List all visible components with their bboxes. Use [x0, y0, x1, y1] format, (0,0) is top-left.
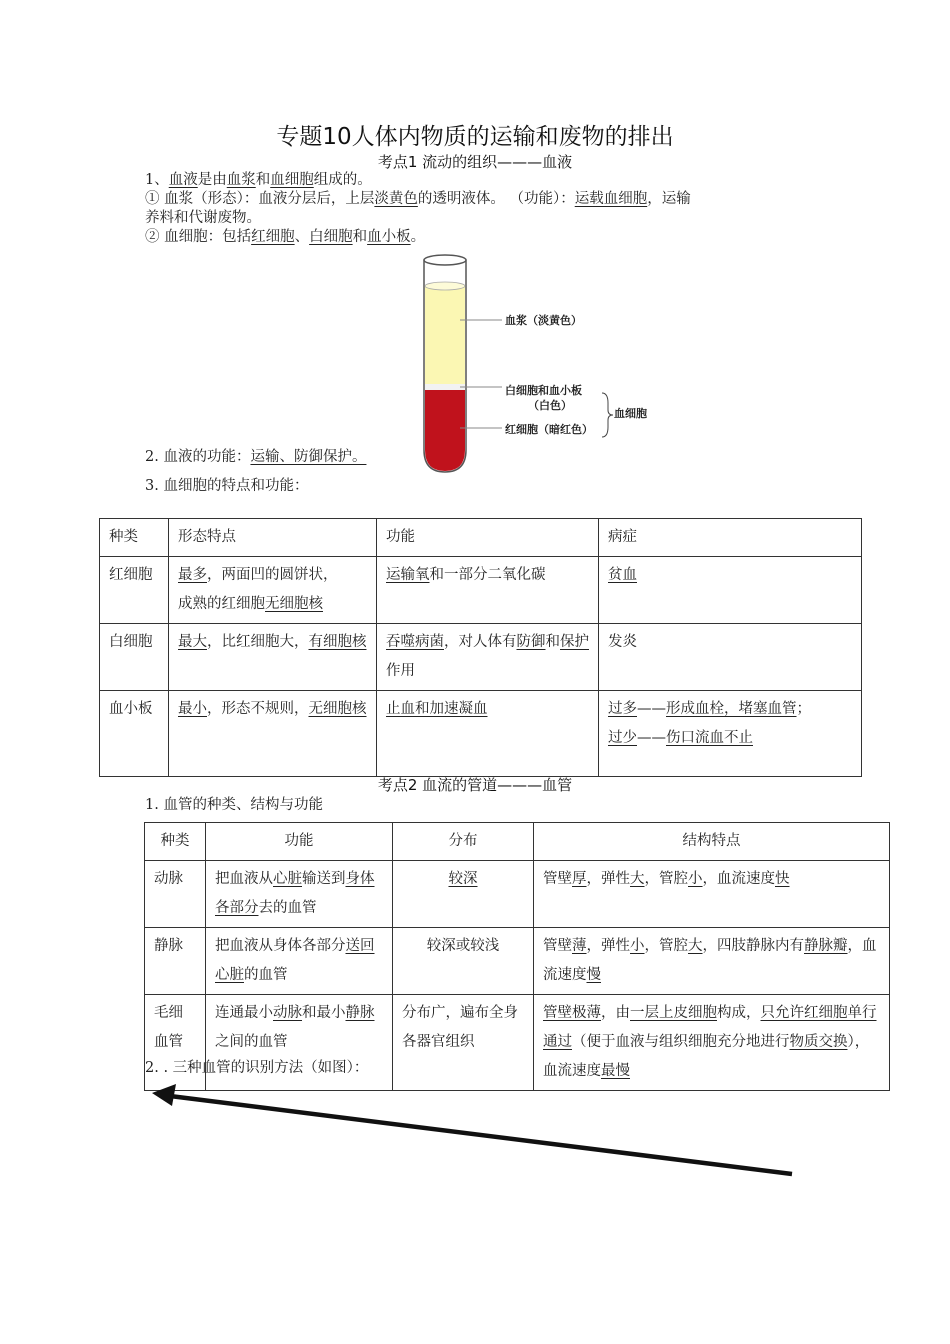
label-blood-cells: 血细胞 [614, 407, 647, 420]
table-row [100, 624, 862, 691]
table-header-row [145, 823, 890, 861]
identify-title: 2. . 三种血管的识别方法（如图）： [145, 1060, 369, 1076]
cell-morphology: 最大，比红细胞大，有细胞核 [169, 624, 377, 691]
header-type: 种类 [145, 823, 206, 861]
table-row [100, 557, 862, 624]
plasma-line: ① 血浆（形态）：血液分层后，上层淡黄色的透明液体。 （功能）：运载血细胞，运输 [145, 191, 691, 207]
table-header-row [100, 519, 862, 557]
vessel-distribution: 较深 [393, 861, 534, 928]
blood-function: 2. 血液的功能：运输、防御保护。 [145, 449, 367, 465]
blood-flow-arrow-icon [140, 1080, 810, 1190]
cell-function: 止血和加速凝血 [377, 691, 599, 777]
plasma-line-2: 养料和代谢废物。 [145, 210, 261, 226]
table-row [145, 928, 890, 995]
vessel-name: 动脉 [145, 861, 206, 928]
label-white-color: （白色） [528, 399, 572, 412]
vessel-name: 毛细血管 [145, 995, 206, 1091]
label-rbc: 红细胞（暗红色） [505, 423, 593, 436]
section-heading-2: 考点2 血流的管道———血管 [377, 776, 573, 794]
header-structure: 结构特点 [534, 823, 890, 861]
vessel-function: 连通最小动脉和最小静脉之间的血管 [206, 995, 393, 1091]
header-disease: 病症 [599, 519, 862, 557]
vessel-structure: 管壁厚，弹性大，管腔小，血流速度快 [534, 861, 890, 928]
blood-cell-table [99, 518, 862, 777]
header-type: 种类 [100, 519, 169, 557]
cell-disease: 贫血 [599, 557, 862, 624]
cell-name: 白细胞 [100, 624, 169, 691]
vessel-distribution: 分布广，遍布全身各器官组织 [393, 995, 534, 1091]
cell-function: 运输氧和一部分二氧化碳 [377, 557, 599, 624]
cell-name: 血小板 [100, 691, 169, 777]
header-function: 功能 [377, 519, 599, 557]
vessel-title: 1. 血管的种类、结构与功能 [145, 797, 323, 813]
cell-disease: 发炎 [599, 624, 862, 691]
cell-disease: 过多——形成血栓，堵塞血管； 过少——伤口流血不止 [599, 691, 862, 777]
vessel-distribution: 较深或较浅 [393, 928, 534, 995]
table-row [100, 691, 862, 777]
vessel-function: 把血液从身体各部分送回心脏的血管 [206, 928, 393, 995]
vessel-structure: 管壁薄，弹性小，管腔大，四肢静脉内有静脉瓣，血流速度慢 [534, 928, 890, 995]
section-heading-1: 考点1 流动的组织———血液 [377, 153, 573, 171]
header-function: 功能 [206, 823, 393, 861]
vessel-function: 把血液从心脏输送到身体各部分去的血管 [206, 861, 393, 928]
cell-function: 吞噬病菌，对人体有防御和保护作用 [377, 624, 599, 691]
blood-cells-line: ② 血细胞：包括红细胞、白细胞和血小板。 [145, 229, 426, 245]
blood-intro: 1、血液是由血浆和血细胞组成的。 [145, 172, 372, 188]
label-plasma: 血浆（淡黄色） [505, 314, 582, 327]
vessel-name: 静脉 [145, 928, 206, 995]
page-title: 专题10人体内物质的运输和废物的排出 [276, 124, 674, 150]
header-morphology: 形态特点 [169, 519, 377, 557]
table-row [145, 861, 890, 928]
blood-vessel-table [144, 822, 890, 1091]
vessel-structure: 管壁极薄，由一层上皮细胞构成，只允许红细胞单行通过（便于血液与组织细胞充分地进行物质交换），血流速度最慢 [534, 995, 890, 1091]
test-tube-figure [410, 250, 660, 480]
label-wbc-platelets: 白细胞和血小板 [505, 384, 582, 397]
cell-name: 红细胞 [100, 557, 169, 624]
cell-features-title: 3. 血细胞的特点和功能： [145, 478, 309, 494]
header-distribution: 分布 [393, 823, 534, 861]
cell-morphology: 最小，形态不规则，无细胞核 [169, 691, 377, 777]
cell-morphology: 最多，两面凹的圆饼状， 成熟的红细胞无细胞核 [169, 557, 377, 624]
